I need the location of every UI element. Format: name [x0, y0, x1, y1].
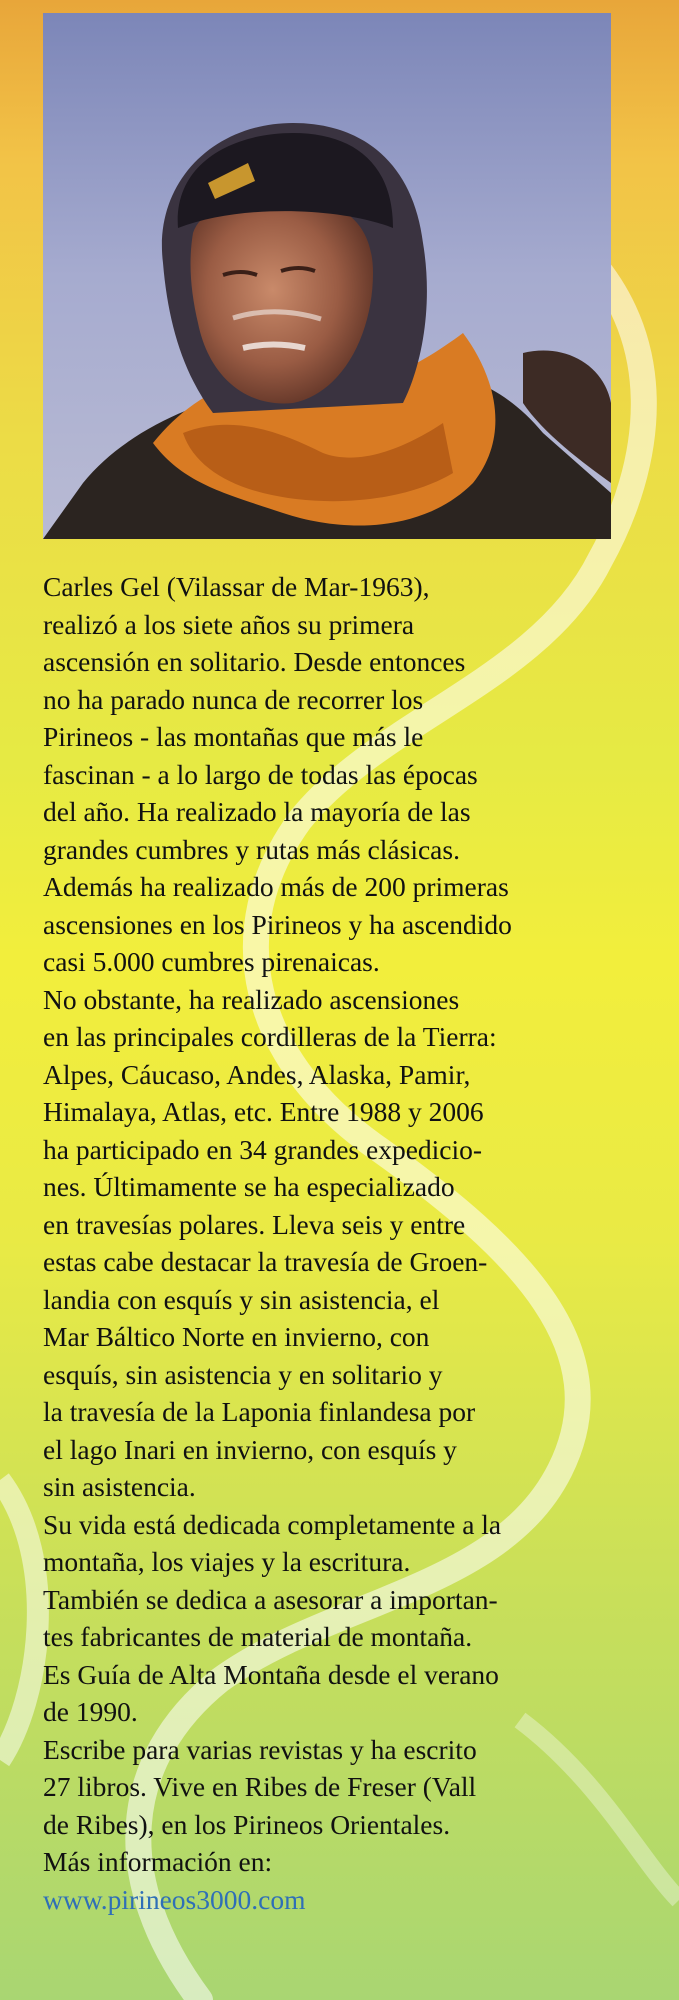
biography-line: estas cabe destacar la travesía de Groen-	[43, 1246, 488, 1277]
biography-line: el lago Inari en invierno, con esquís y	[43, 1433, 457, 1465]
website-link[interactable]: www.pirineos3000.com	[43, 1883, 306, 1915]
biography-line: Mar Báltico Norte en invierno, con	[43, 1321, 430, 1352]
biography-line: casi 5.000 cumbres pirenaicas.	[43, 946, 380, 977]
biography-line: la travesía de la Laponia finlandesa por	[43, 1396, 476, 1427]
biography-line: Himalaya, Atlas, etc. Entre 1988 y 2006	[43, 1096, 484, 1127]
biography-line: También se dedica a asesorar a importan-	[43, 1583, 498, 1615]
biography-line: 27 libros. Vive en Ribes de Freser (Vall	[43, 1771, 477, 1802]
biography-line: en las principales cordilleras de la Tierra:	[43, 1021, 497, 1052]
biography-line: no ha parado nunca de recorrer los	[43, 683, 424, 715]
biography-line: fascinan - a lo largo de todas las épocas	[43, 758, 478, 790]
biography-line: Escribe para varias revistas y ha escrito	[43, 1733, 477, 1765]
biography-line: ascensiones en los Pirineos y ha ascendido	[43, 908, 512, 940]
biography-line: Pirineos - las montañas que más le	[43, 721, 424, 752]
biography-line: Alpes, Cáucaso, Andes, Alaska, Pamir,	[43, 1058, 471, 1090]
biography-line: en travesías polares. Lleva seis y entre	[43, 1208, 466, 1240]
biography-line: landia con esquís y sin asistencia, el	[43, 1283, 440, 1315]
biography-line: No obstante, ha realizado ascensiones	[43, 983, 460, 1015]
biography-line: esquís, sin asistencia y en solitario y	[43, 1358, 443, 1390]
biography-text	[43, 568, 643, 1918]
biography-line: Su vida está dedicada completamente a la	[43, 1508, 502, 1540]
biography-line: Es Guía de Alta Montaña desde el verano	[43, 1658, 499, 1690]
biography-line: nes. Últimamente se ha especializado	[43, 1171, 455, 1202]
biography-line: montaña, los viajes y la escritura.	[43, 1546, 411, 1577]
biography-line: del año. Ha realizado la mayoría de las	[43, 796, 471, 827]
climber-portrait-image	[43, 13, 611, 539]
biography-line: sin asistencia.	[43, 1471, 196, 1502]
biography-line: de Ribes), en los Pirineos Orientales.	[43, 1808, 451, 1840]
biography-line: ha participado en 34 grandes expedicio-	[43, 1133, 483, 1165]
biography-line: Además ha realizado más de 200 primeras	[43, 871, 509, 902]
biography-line: realizó a los siete años su primera	[43, 608, 415, 640]
biography-line: Más información en:	[43, 1846, 273, 1877]
climber-portrait-photo	[43, 13, 611, 539]
biography-line: de 1990.	[43, 1696, 138, 1727]
biography-line: grandes cumbres y rutas más clásicas.	[43, 833, 460, 865]
biography-line: Carles Gel (Vilassar de Mar-1963),	[43, 571, 430, 602]
biography-line: tes fabricantes de material de montaña.	[43, 1621, 473, 1652]
biography-line: ascensión en solitario. Desde entonces	[43, 646, 466, 677]
